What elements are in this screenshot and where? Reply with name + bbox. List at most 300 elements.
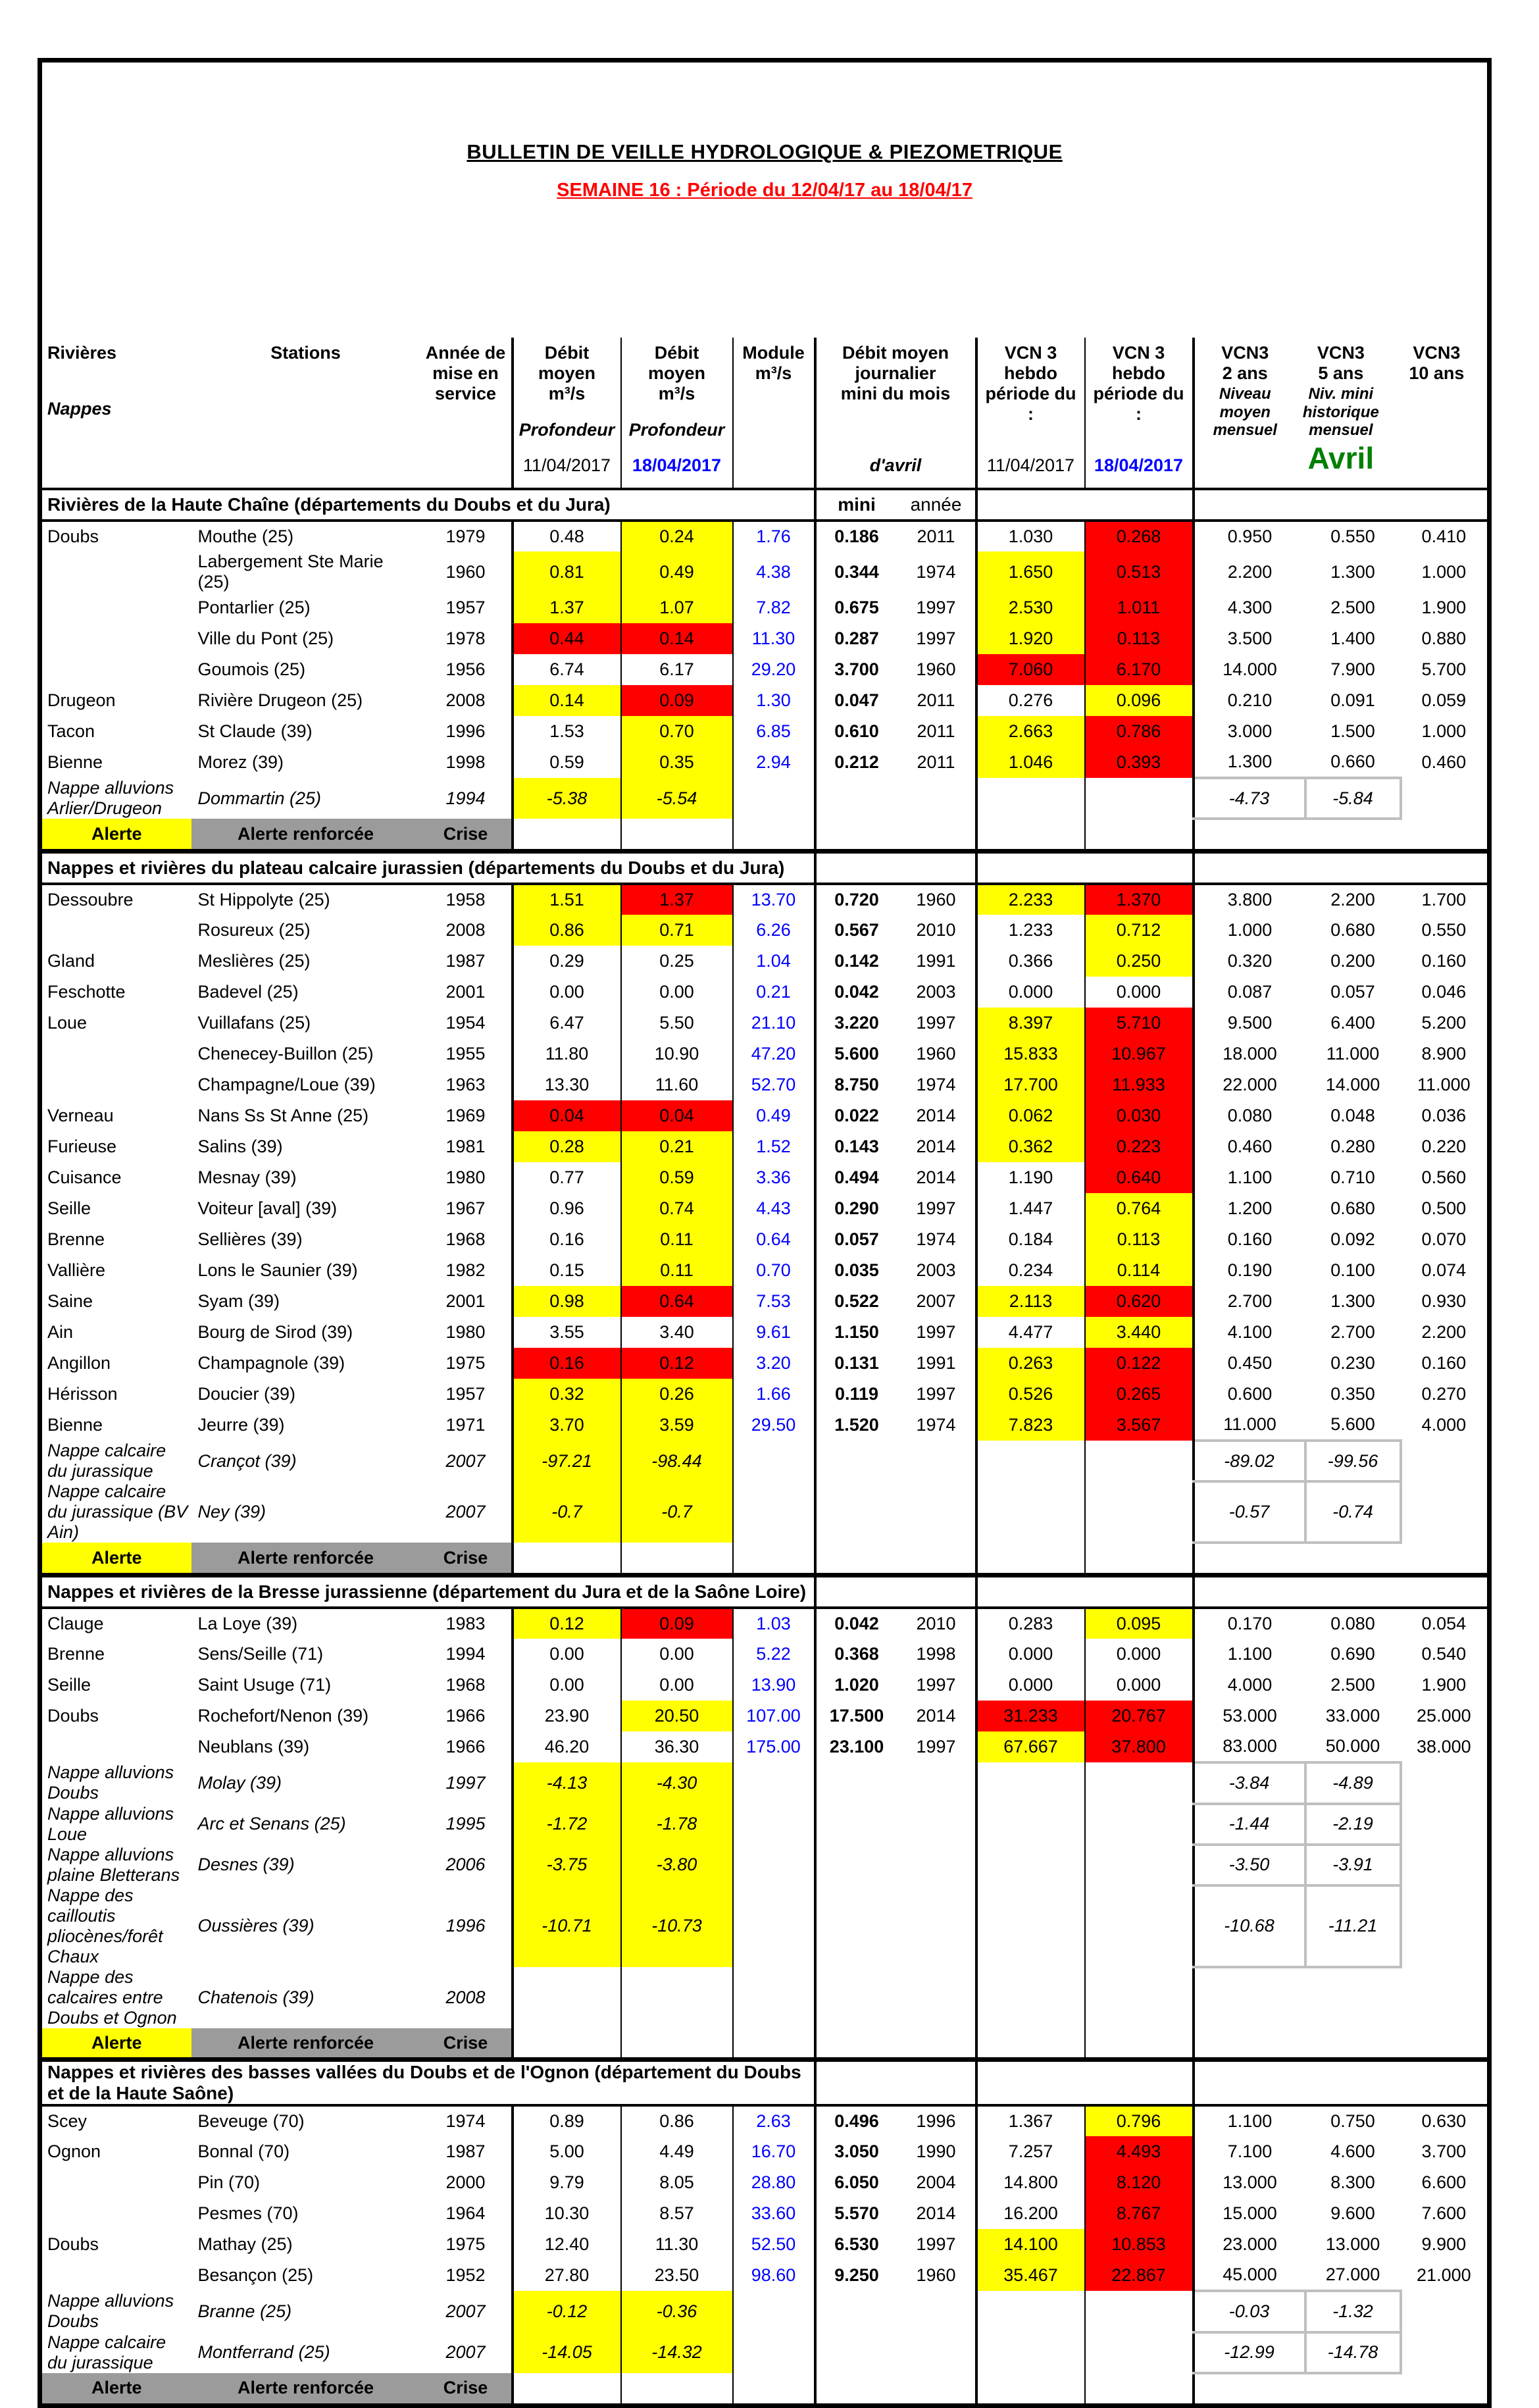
vcn3-5ans-value: 6.400 xyxy=(1330,1013,1375,1033)
table-row xyxy=(40,592,1490,623)
module-value: 9.61 xyxy=(733,1317,815,1348)
station-name: Doucier (39) xyxy=(197,1384,296,1404)
legend-spacer xyxy=(1085,819,1194,852)
vcn3-10ans-value: 0.070 xyxy=(1421,1229,1467,1250)
table-row xyxy=(40,1131,1490,1162)
vcn3-hebdo-2-value: 0.250 xyxy=(1085,946,1194,977)
mini-annee-value xyxy=(897,2291,976,2332)
vcn3-10ans-value xyxy=(1401,2291,1490,2332)
table-row xyxy=(40,716,1490,747)
vcn3-10ans-value: 38.000 xyxy=(1417,1737,1471,1757)
mini-mois-value: 0.522 xyxy=(815,1286,897,1317)
station-name: Pin (70) xyxy=(197,2172,261,2193)
mini-mois-value xyxy=(815,1481,897,1543)
vcn3-hebdo-1-value: 1.367 xyxy=(976,2105,1085,2136)
riviere-name: Nappe calcaire du jurassique xyxy=(47,1441,166,1481)
col-vcn3-group xyxy=(1194,338,1490,489)
vcn3-10ans-value: 0.270 xyxy=(1421,1384,1467,1404)
station-name: Goumois (25) xyxy=(197,659,306,680)
vcn3-10ans-value: 0.880 xyxy=(1421,628,1467,649)
vcn3-hebdo-2-value: 8.767 xyxy=(1085,2198,1194,2229)
annee-service-value: 1987 xyxy=(445,2141,486,2162)
module-value: 175.00 xyxy=(733,1731,815,1762)
riviere-name: Cuisance xyxy=(47,1167,122,1188)
annee-col-label xyxy=(897,1575,976,1608)
mini-mois-value: 0.047 xyxy=(815,685,897,716)
riviere-name: Bienne xyxy=(47,752,103,773)
vcn3-5ans-value: 50.000 xyxy=(1325,1736,1380,1756)
annee-service-value: 1974 xyxy=(445,2111,486,2132)
vcn3-hebdo-2-value: 0.620 xyxy=(1085,1286,1194,1317)
module-value: 7.82 xyxy=(733,592,815,623)
vcn3-10ans-value: 25.000 xyxy=(1417,1706,1471,1726)
station-name: Mesnay (39) xyxy=(197,1167,297,1188)
vcn3-headers xyxy=(1198,343,1485,384)
module-value: 52.70 xyxy=(733,1069,815,1100)
debit-moyen-1-value: 0.04 xyxy=(513,1100,621,1131)
riviere-name: Brenne xyxy=(47,1229,105,1250)
debit-moyen-2-value: 3.59 xyxy=(621,1410,733,1441)
vcn3-10ans-value: 7.600 xyxy=(1421,2203,1467,2224)
month-avril-label: Avril xyxy=(1307,441,1375,476)
mini-annee-value: 1997 xyxy=(916,628,956,649)
mini-annee-value: 1974 xyxy=(916,1415,956,1435)
debit-moyen-1-value: 0.86 xyxy=(513,915,621,946)
legend-alerte-renforcee: Alerte renforcée xyxy=(191,2373,420,2406)
legend-spacer xyxy=(1085,2373,1194,2406)
annee-service-value: 1958 xyxy=(445,890,486,910)
vcn3-10ans-value: 6.600 xyxy=(1421,2172,1467,2193)
module-value: 0.49 xyxy=(733,1100,815,1131)
vcn3-hebdo-2-value: 0.712 xyxy=(1085,915,1194,946)
table-row xyxy=(40,1100,1490,1131)
annee-service-value: 1998 xyxy=(445,752,486,773)
vcn3-10ans-value: 1.900 xyxy=(1421,1675,1467,1695)
mini-mois-value xyxy=(815,1804,897,1845)
niveau-moyen-value: -12.99 xyxy=(1194,2332,1305,2373)
vcn3-10ans-value: 0.036 xyxy=(1421,1106,1467,1126)
mini-annee-value: 1997 xyxy=(916,1737,956,1757)
vcn3-hebdo-2-value: 0.265 xyxy=(1085,1379,1194,1410)
vcn3-2ans-value: 0.950 xyxy=(1194,521,1305,551)
vcn3-hebdo-2-value: 3.440 xyxy=(1085,1317,1194,1348)
debit-moyen-2-value: 0.35 xyxy=(621,747,733,778)
module-value: 0.70 xyxy=(733,1255,815,1286)
col-debit-2 xyxy=(621,338,733,489)
mini-annee-value: 1974 xyxy=(916,1229,956,1250)
vcn3-hebdo-2-value: 0.764 xyxy=(1085,1193,1194,1224)
debit-moyen-1-value: 23.90 xyxy=(513,1701,621,1731)
legend-alerte-renforcee: Alerte renforcée xyxy=(191,819,420,852)
annee-service-value: 2007 xyxy=(445,1502,486,1522)
mini-annee-value xyxy=(897,1481,976,1543)
vcn3-5ans-value: 8.300 xyxy=(1330,2172,1375,2193)
mini-mois-value: 17.500 xyxy=(815,1701,897,1731)
col-journalier xyxy=(815,338,976,489)
table-row xyxy=(40,685,1490,716)
vcn3-10ans-value xyxy=(1401,1967,1490,2028)
mini-col-label xyxy=(815,2060,897,2106)
debit-moyen-2-value: 0.71 xyxy=(621,915,733,946)
mini-annee-value xyxy=(897,1845,976,1885)
riviere-name: Drugeon xyxy=(47,690,116,711)
section-spacer xyxy=(976,489,1194,521)
mini-annee-value xyxy=(897,2332,976,2373)
annee-service-value: 1968 xyxy=(445,1229,486,1250)
column-header-row xyxy=(40,338,1490,489)
annee-service-value: 1997 xyxy=(445,1772,486,1793)
legend-spacer xyxy=(815,819,976,852)
vcn3-2ans-value: 3.800 xyxy=(1194,884,1305,915)
annee-service-value: 1975 xyxy=(445,1353,486,1373)
vcn3-10ans-value: 0.500 xyxy=(1421,1198,1467,1219)
debit-moyen-1-value: 0.44 xyxy=(513,623,621,654)
mini-mois-value: 3.220 xyxy=(815,1008,897,1038)
mini-mois-value xyxy=(815,1845,897,1885)
niveau-labels xyxy=(1198,385,1485,440)
module-value: 4.43 xyxy=(733,1193,815,1224)
station-name: Neublans (39) xyxy=(197,1737,310,1757)
debit-moyen-1-value: -4.13 xyxy=(513,1762,621,1803)
mini-annee-value: 2011 xyxy=(917,526,955,546)
vcn3-hebdo-1-value: 14.800 xyxy=(976,2167,1085,2198)
module-value: 7.53 xyxy=(733,1286,815,1317)
debit-moyen-2-value: 36.30 xyxy=(621,1731,733,1762)
debit-moyen-1-value: 1.51 xyxy=(513,884,621,915)
niveau-mini-value: -3.91 xyxy=(1305,1845,1401,1885)
vcn3-hebdo-1-value: 1.233 xyxy=(976,915,1085,946)
mini-annee-value xyxy=(897,1967,976,2028)
legend-spacer xyxy=(513,819,621,852)
vcn3-5ans-value: 1.400 xyxy=(1330,628,1375,649)
mini-mois-value: 0.142 xyxy=(815,946,897,977)
niveau-moyen-value: -89.02 xyxy=(1194,1441,1305,1481)
niveau-mini-value: -11.21 xyxy=(1305,1885,1401,1967)
vcn3-hebdo-2-value xyxy=(1085,778,1194,819)
legend-spacer xyxy=(733,2028,815,2060)
table-row xyxy=(40,623,1490,654)
legend-spacer xyxy=(976,2373,1085,2406)
section-title: Nappes et rivières des basses vallées du Doubs et de l'Ognon (département du Doubs et de la Haute Saône) xyxy=(40,2060,815,2106)
vcn3-5ans-value: 0.057 xyxy=(1330,982,1375,1002)
debit-moyen-2-value: 0.14 xyxy=(621,623,733,654)
vcn3-hebdo-1-value: 0.234 xyxy=(976,1255,1085,1286)
vcn3-hebdo-1-value xyxy=(976,1967,1085,2028)
vcn3-hebdo-2-value: 0.122 xyxy=(1085,1348,1194,1379)
niveau-moyen-value: -4.73 xyxy=(1194,778,1305,819)
vcn3-10ans-value xyxy=(1401,1804,1490,1845)
vcn3-2ans-value: 0.190 xyxy=(1194,1255,1305,1286)
vcn3-10ans-value: 1.700 xyxy=(1421,890,1467,910)
debit-moyen-2-value: 8.05 xyxy=(621,2167,733,2198)
debit-moyen-1-value: 0.48 xyxy=(513,521,621,551)
module-value xyxy=(733,2291,815,2332)
mini-mois-value xyxy=(815,2332,897,2373)
vcn3-10ans-value: 1.000 xyxy=(1421,721,1467,742)
annee-service-label: Année de mise en service xyxy=(425,343,506,404)
module-value xyxy=(733,1967,815,2028)
station-name: Crançot (39) xyxy=(197,1450,297,1471)
vcn3-2ans-value: 4.000 xyxy=(1194,1670,1305,1701)
debit-moyen-2-value: 23.50 xyxy=(621,2260,733,2291)
legend-spacer xyxy=(1194,2373,1490,2406)
riviere-name: Vallière xyxy=(47,1260,106,1281)
vcn3-hebdo-1-value: 4.477 xyxy=(976,1317,1085,1348)
vcn3-hebdo-1-value: 14.100 xyxy=(976,2229,1085,2260)
vcn3-2ans-value: 14.000 xyxy=(1194,654,1305,685)
vcn3-10ans-value: 0.560 xyxy=(1421,1167,1467,1188)
debit-moyen-1-value: 11.80 xyxy=(513,1038,621,1069)
vcn3-hebdo-1-value xyxy=(976,1441,1085,1481)
vcn3-hebdo-2-value: 0.223 xyxy=(1085,1131,1194,1162)
station-name: Vuillafans (25) xyxy=(197,1013,311,1033)
annee-service-value: 1975 xyxy=(445,2234,486,2255)
mini-annee-value: 1974 xyxy=(916,1075,956,1095)
vcn3-hebdo-1-value: 0.000 xyxy=(976,1639,1085,1670)
vcn3-5ans-value: 33.000 xyxy=(1325,1706,1380,1726)
table-row xyxy=(40,2105,1490,2136)
debit-moyen-1-value: 0.32 xyxy=(513,1379,621,1410)
legend-spacer xyxy=(815,1543,976,1575)
debit-moyen-2-value: -5.54 xyxy=(621,778,733,819)
section-spacer xyxy=(1194,489,1490,521)
table-frame xyxy=(38,58,1492,2408)
col-annee-service xyxy=(420,338,513,489)
debit-moyen-1-value: 0.77 xyxy=(513,1162,621,1193)
debit-moyen-1-value: -10.71 xyxy=(513,1885,621,1967)
mini-mois-value xyxy=(815,1885,897,1967)
riviere-name: Bienne xyxy=(47,1415,103,1435)
vcn3-10ans-value: 9.900 xyxy=(1421,2234,1467,2255)
mini-mois-value xyxy=(815,2291,897,2332)
riviere-name: Dessoubre xyxy=(47,890,134,910)
vcn3-hebdo-2-value: 0.393 xyxy=(1085,747,1194,778)
vcn3-hebdo-1-value: 1.190 xyxy=(976,1162,1085,1193)
debit-moyen-2-value: 0.24 xyxy=(621,521,733,551)
legend-row xyxy=(40,2373,1490,2406)
mini-mois-value: 0.610 xyxy=(815,716,897,747)
vcn3-hebdo-1-value: 67.667 xyxy=(976,1731,1085,1762)
vcn3-2ans-value: 0.160 xyxy=(1194,1224,1305,1255)
mini-mois-value: 5.600 xyxy=(815,1038,897,1069)
section-spacer xyxy=(1194,852,1490,884)
mini-annee-value: 2007 xyxy=(916,1291,956,1312)
debit-moyen-1-value: -0.12 xyxy=(513,2291,621,2332)
section-title: Nappes et rivières du plateau calcaire jurassien (départements du Doubs et du Jura) xyxy=(40,852,815,884)
station-name: St Hippolyte (25) xyxy=(197,890,330,910)
vcn3-hebdo-1-value: 2.530 xyxy=(976,592,1085,623)
debit-moyen-2-value xyxy=(621,1967,733,2028)
debit-moyen-2-value: -4.30 xyxy=(621,1762,733,1803)
mini-mois-value: 0.494 xyxy=(815,1162,897,1193)
davril-label: d'avril xyxy=(869,455,922,475)
vcn3-hebdo-1-value: 7.257 xyxy=(976,2136,1085,2167)
vcn3-2ans-value: 3.000 xyxy=(1194,716,1305,747)
mini-annee-value xyxy=(897,1804,976,1845)
vcn3-5ans-value: 0.091 xyxy=(1330,690,1375,711)
riviere-name: Furieuse xyxy=(47,1137,117,1157)
debit-moyen-2-value: 0.64 xyxy=(621,1286,733,1317)
debit-moyen-1-value: 0.00 xyxy=(513,1670,621,1701)
riviere-name xyxy=(40,2167,191,2198)
annee-service-value: 1960 xyxy=(445,561,486,582)
vcn-hebdo2-label: VCN 3 hebdo période du : xyxy=(1093,343,1184,424)
mini-annee-value: 2003 xyxy=(916,1260,956,1281)
vcn3-hebdo-1-value xyxy=(976,1481,1085,1543)
vcn3-10ans-value: 4.000 xyxy=(1421,1415,1467,1435)
station-name: Ville du Pont (25) xyxy=(197,628,334,649)
mini-annee-value: 2014 xyxy=(916,2203,956,2224)
vcn3-hebdo-1-value: 17.700 xyxy=(976,1069,1085,1100)
mini-mois-value: 0.287 xyxy=(815,623,897,654)
debit-moyen-2-value: 0.00 xyxy=(621,977,733,1008)
mini-mois-value xyxy=(815,1967,897,2028)
mini-annee-value: 1997 xyxy=(916,598,956,618)
debit-moyen-2-value: 11.60 xyxy=(621,1069,733,1100)
vcn3-hebdo-2-value: 0.114 xyxy=(1085,1255,1194,1286)
vcn3-hebdo-2-value: 10.967 xyxy=(1085,1038,1194,1069)
debit-moyen-1-value: 0.16 xyxy=(513,1224,621,1255)
annee-col-label: année xyxy=(897,489,976,521)
stations-label: Stations xyxy=(270,343,341,363)
vcn3-2ans-value: 83.000 xyxy=(1194,1731,1305,1762)
debit-moyen-2-value: -0.36 xyxy=(621,2291,733,2332)
vcn3-hebdo-1-value: 1.030 xyxy=(976,521,1085,551)
legend-crise: Crise xyxy=(420,819,513,852)
annee-col-label xyxy=(897,2060,976,2106)
debit-moyen-2-value: 6.17 xyxy=(621,654,733,685)
vcn3-2ans-value: 3.500 xyxy=(1194,623,1305,654)
vcn3-5ans-value: 14.000 xyxy=(1325,1075,1380,1095)
vcn3-10ans-value: 0.550 xyxy=(1421,920,1467,940)
riviere-name: Angillon xyxy=(47,1353,111,1373)
section-spacer xyxy=(976,1575,1194,1608)
debit-moyen-2-value: 0.04 xyxy=(621,1100,733,1131)
riviere-name: Nappe des cailloutis pliocènes/forêt Chaux xyxy=(47,1885,163,1966)
table-row xyxy=(40,915,1490,946)
module-value: 0.21 xyxy=(733,977,815,1008)
profondeur2-label: Profondeur xyxy=(628,419,725,440)
vcn3-5ans-value: 0.350 xyxy=(1330,1384,1375,1404)
debit-moyen-1-value: -3.75 xyxy=(513,1845,621,1885)
table-row xyxy=(40,946,1490,977)
mini-col-label: mini xyxy=(815,489,897,521)
niveau-mini-value: -1.32 xyxy=(1305,2291,1401,2332)
station-name: Sens/Seille (71) xyxy=(197,1644,324,1664)
vcn3-hebdo-2-value: 0.796 xyxy=(1085,2105,1194,2136)
debit-moyen-1-value: 6.74 xyxy=(513,654,621,685)
vcn3-5ans-value: 0.048 xyxy=(1330,1106,1375,1126)
debit1-label: Débit moyen m³/s xyxy=(538,343,596,404)
vcn3-2ans-value: 0.170 xyxy=(1194,1608,1305,1639)
table-row xyxy=(40,1845,1490,1885)
vcn3-5ans-value: 2.500 xyxy=(1330,1675,1375,1695)
vcn3-hebdo-2-value: 0.000 xyxy=(1085,1670,1194,1701)
vcn3-5ans-value: 0.710 xyxy=(1330,1167,1375,1188)
vcn3-10ans-value: 0.220 xyxy=(1421,1137,1467,1157)
riviere-name: Nappe calcaire du jurassique (BV Ain) xyxy=(47,1481,188,1543)
vcn-date1-label: 11/04/2017 xyxy=(986,455,1075,475)
station-name: La Loye (39) xyxy=(197,1614,298,1634)
vcn3-hebdo-2-value xyxy=(1085,2291,1194,2332)
vcn3-hebdo-1-value xyxy=(976,1885,1085,1967)
vcn3-hebdo-2-value: 0.096 xyxy=(1085,685,1194,716)
vcn3-5ans-value: 0.680 xyxy=(1330,1198,1375,1219)
vcn3-hebdo-1-value: 7.823 xyxy=(976,1410,1085,1441)
debit-moyen-1-value: 0.14 xyxy=(513,685,621,716)
mini-annee-value xyxy=(897,1441,976,1481)
legend-alerte: Alerte xyxy=(40,819,191,852)
vcn3-hebdo-1-value xyxy=(976,2291,1085,2332)
annee-service-value: 1980 xyxy=(445,1167,486,1188)
station-name: Bourg de Sirod (39) xyxy=(197,1322,353,1343)
vcn3-hebdo-1-value xyxy=(976,1762,1085,1803)
vcn3-10ans-value: 0.460 xyxy=(1421,752,1467,773)
debit-moyen-1-value: 0.81 xyxy=(513,551,621,592)
table-row xyxy=(40,2167,1490,2198)
annee-service-value: 1983 xyxy=(445,1614,486,1634)
vcn3-hebdo-1-value: 2.113 xyxy=(976,1286,1085,1317)
vcn3-2ans-value: 13.000 xyxy=(1194,2167,1305,2198)
debit-moyen-1-value: 9.79 xyxy=(513,2167,621,2198)
module-value: 13.90 xyxy=(733,1670,815,1701)
annee-service-value: 1957 xyxy=(445,598,486,618)
table-row xyxy=(40,778,1490,819)
station-name: Montferrand (25) xyxy=(197,2342,330,2363)
vcn3-2ans-value: 1.300 xyxy=(1194,747,1305,778)
legend-row xyxy=(40,2028,1490,2060)
vcn3-hebdo-2-value: 0.000 xyxy=(1085,1639,1194,1670)
riviere-name: Nappe alluvions Doubs xyxy=(47,2291,174,2332)
vcn3-2ans-value: 0.320 xyxy=(1194,946,1305,977)
station-name: Pesmes (70) xyxy=(197,2203,299,2224)
vcn3-hebdo-1-value: 15.833 xyxy=(976,1038,1085,1069)
legend-alerte: Alerte xyxy=(40,2373,191,2406)
debit-moyen-1-value: 0.28 xyxy=(513,1131,621,1162)
vcn3-10ans-value: 0.160 xyxy=(1421,1353,1467,1373)
vcn3-2ans-value: 0.600 xyxy=(1194,1379,1305,1410)
station-name: Chatenois (39) xyxy=(197,1987,315,2007)
mini-mois-value: 0.675 xyxy=(815,592,897,623)
legend-row xyxy=(40,1543,1490,1575)
table-row xyxy=(40,1410,1490,1441)
annee-service-value: 1971 xyxy=(445,1415,486,1435)
niveau-mini-value: -2.19 xyxy=(1305,1804,1401,1845)
vcn3-hebdo-1-value: 31.233 xyxy=(976,1701,1085,1731)
vcn3-hebdo-2-value: 22.867 xyxy=(1085,2260,1194,2291)
vcn3-10ans-value: 8.900 xyxy=(1421,1044,1467,1064)
vcn3-2ans-value: 15.000 xyxy=(1194,2198,1305,2229)
module-label: Module m³/s xyxy=(742,343,805,384)
profondeur1-label: Profondeur xyxy=(518,419,615,440)
debit-moyen-2-value: 5.50 xyxy=(621,1008,733,1038)
riviere-name xyxy=(40,551,191,592)
debit-moyen-2-value: 0.11 xyxy=(621,1255,733,1286)
vcn3-hebdo-2-value: 1.370 xyxy=(1085,884,1194,915)
rivieres-label: Rivières xyxy=(47,343,117,363)
module-value: 13.70 xyxy=(733,884,815,915)
mini-annee-value: 2011 xyxy=(917,752,955,773)
vcn3-hebdo-1-value xyxy=(976,1804,1085,1845)
vcn3-2ans-value: 22.000 xyxy=(1194,1069,1305,1100)
vcn3-2ans-value: 0.087 xyxy=(1194,977,1305,1008)
table-row xyxy=(40,1224,1490,1255)
riviere-name: Doubs xyxy=(47,2234,99,2255)
niveau-moyen-label: Niveau moyen mensuel xyxy=(1213,385,1277,440)
table-row xyxy=(40,1670,1490,1701)
station-name: Saint Usuge (71) xyxy=(197,1675,332,1695)
legend-spacer xyxy=(1085,2028,1194,2060)
